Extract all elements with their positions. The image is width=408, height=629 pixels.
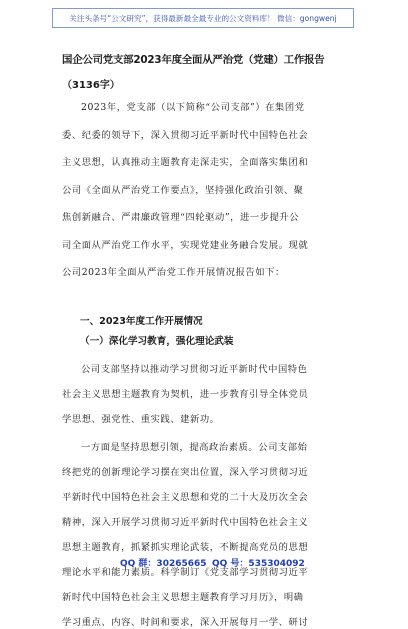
text-line: 焦创新融合、严肃廉政管理“四轮驱动”，进一步提升公: [62, 212, 300, 223]
text-line: 公司支部坚持以推动学习贯彻习近平新时代中国特色: [81, 364, 308, 375]
text-line: 一方面是坚持思想引领，提高政治素质。公司支部始: [81, 442, 308, 453]
text-line: 理论水平和能力素质。科学制订《党支部学习贯彻习近平: [62, 567, 309, 578]
promo-banner: 关注头条号“公文研究”，获得最新最全最专业的公文资料库！ 微信：gongwenj: [52, 8, 354, 28]
text-line: 司全面从严治党工作水平，实现党建业务融合发展。现就: [62, 239, 309, 251]
text-line: 学习重点、内容、时间和要求，深入开展每月一学、研讨: [62, 617, 309, 628]
text-line: 2023年，党支部（以下简称“公司支部”）在集团党: [81, 102, 305, 113]
text-line: 思想主题教育，抓紧抓实理论武装，不断提高党员的思想: [62, 542, 309, 553]
document-word-count: （3136字）: [62, 80, 120, 91]
text-line: 委、纪委的领导下，深入贯彻习近平新时代中国特色社会: [62, 129, 309, 141]
footer-qq-group: QQ 群：30265665: [120, 559, 207, 569]
text-line: 平新时代中国特色社会主义思想和党的二十大及历次全会: [62, 492, 309, 503]
text-line: 精神，深入开展学习贯彻习近平新时代中国特色社会主义: [62, 517, 309, 528]
document-title: 国企公司党支部2023年度全面从严治党（党建）工作报告: [62, 54, 325, 66]
section-heading: 一、2023年度工作开展情况: [80, 316, 203, 327]
footer-qq-number: QQ 号：535304092: [212, 559, 305, 569]
text-line: 主义思想，认真推动主题教育走深走实，全面落实集团和: [62, 157, 309, 168]
text-line: 公司2023年全面从严治党工作开展情况报告如下：: [62, 267, 285, 278]
text-line: 学思想、强党性、重实践、建新功。: [62, 414, 220, 425]
text-line: 新时代中国特色社会主义思想主题教育学习月历》，明确: [62, 592, 304, 603]
text-line: 公司《全面从严治党工作要点》，坚持强化政治引领、聚: [62, 184, 304, 196]
subsection-heading: （一）深化学习教育，强化理论武装: [80, 336, 234, 347]
text-line: 终把党的创新理论学习摆在突出位置，深入学习贯彻习近: [62, 467, 309, 478]
text-line: 社会主义思想主题教育为契机，进一步教育引导全体党员: [62, 389, 309, 400]
